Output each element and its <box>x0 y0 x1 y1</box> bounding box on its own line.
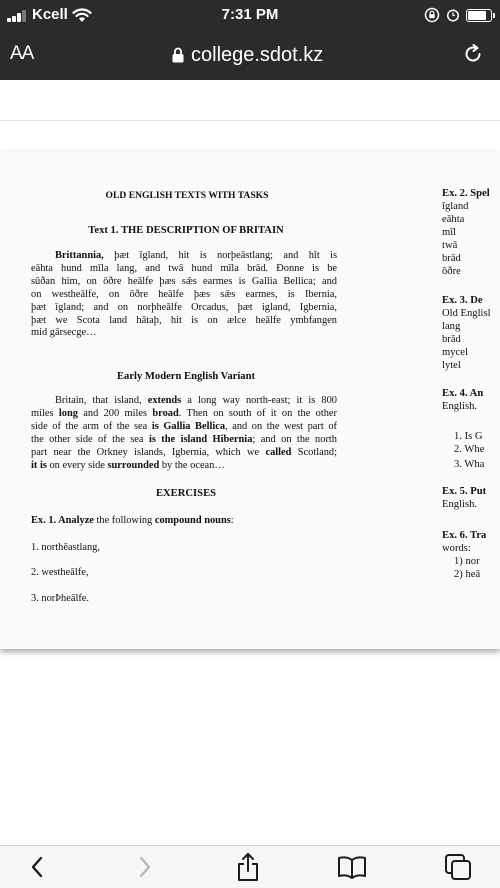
book-icon <box>337 855 367 879</box>
oe-line-1: þæt īgland, hit is norþeāstlang; and hīt is <box>103 250 337 261</box>
text-size-label: AA <box>10 43 34 64</box>
right-line: brād <box>442 334 461 345</box>
right-line: twā <box>442 240 458 251</box>
carrier-name: Kcell <box>32 6 68 23</box>
oe-line-7: mid gārsecge… <box>31 327 97 339</box>
right-line: mycel <box>442 347 468 358</box>
ex1-prompt: Ex. 1. Analyze the following compound nouns: <box>31 515 234 526</box>
right-line: words: <box>442 543 471 554</box>
oe-line-3: sūðan him, on ōðre heālfe þæs sǣs earmes is Gallia Bellica; and <box>31 275 337 287</box>
me-line-1: Britain, that island, extends a long way north-east; it is 800 <box>55 395 337 406</box>
share-button[interactable] <box>233 852 263 882</box>
me-line-6: it is on every side surrounded by the ocean… <box>31 459 225 471</box>
battery-icon <box>466 9 492 22</box>
browser-toolbar <box>0 845 500 888</box>
modern-variant-heading: Early Modern English Variant <box>116 371 256 382</box>
right-line: ōðre <box>442 266 461 277</box>
orientation-lock-icon <box>424 7 440 23</box>
oe-line-2: eāhta hund mīla lang, and twā hund mīla brād. Ðonne is be <box>31 262 337 274</box>
padlock-icon <box>172 47 184 63</box>
battery-level <box>468 11 486 20</box>
right-line: Ex. 5. Put <box>442 486 487 497</box>
oe-line-4: on westheālfe, on ōðre heālfe þæs sǣs earmes, is Ibernia, <box>31 288 337 300</box>
right-line: Old Englisl <box>442 308 491 319</box>
tabs-icon <box>444 853 472 881</box>
document-page-left <box>0 152 430 649</box>
right-line: English. <box>442 401 478 412</box>
right-line: Ex. 6. Tra <box>442 530 487 541</box>
chevron-right-icon <box>137 855 153 879</box>
ex1-item-1: 1. northēastlang, <box>31 542 100 553</box>
me-line-3: side of the arm of the sea is Gallia Bellica, and on the west part of <box>31 420 337 432</box>
text1-heading: Text 1. THE DESCRIPTION OF BRITAIN <box>88 225 284 236</box>
right-line: īgland <box>442 201 469 212</box>
me-line-5: part near the Orkney islands, Igbernia, which we called Scotland; <box>31 446 337 458</box>
url-text: college.sdot.kz <box>191 43 324 66</box>
exercises-heading: EXERCISES <box>155 488 217 499</box>
right-line: lytel <box>442 360 461 371</box>
oe-line-6: þæt we Scota land hātaþ, hit is on ælce heālfe ymbfangen <box>31 314 337 326</box>
me-line-2: miles long and 200 miles broad. Then on south of it on the other <box>31 407 338 419</box>
web-page <box>0 80 500 845</box>
right-line: Ex. 4. An <box>442 388 484 399</box>
document-page-right <box>442 152 500 649</box>
page-divider <box>0 120 500 121</box>
forward-button[interactable] <box>130 852 160 882</box>
status-bar <box>0 0 500 30</box>
oe-line-5: þæt īgland; and on norþheālfe Orcadus, þæt igland, Igbernia, <box>31 301 337 313</box>
ex1-item-2: 2. westheālfe, <box>31 567 89 578</box>
right-line: Ex. 3. De <box>442 295 483 306</box>
alarm-icon <box>446 8 460 22</box>
right-line: English. <box>442 499 478 510</box>
text-size-button[interactable] <box>10 39 52 69</box>
right-line: 3. Wha <box>454 459 485 470</box>
tabs-button[interactable] <box>443 852 473 882</box>
right-line: 2) heā <box>454 569 481 580</box>
me-line-4: the other side of the sea is the island Hibernia; and on the north <box>31 433 337 445</box>
url-field[interactable] <box>172 40 323 70</box>
share-icon <box>236 852 260 882</box>
right-line: eāhta <box>442 214 465 225</box>
right-line: brād <box>442 253 461 264</box>
browser-address-bar <box>0 30 500 80</box>
right-line: 1. Is G <box>454 431 483 442</box>
modern-english-paragraph <box>31 395 337 472</box>
document-title: OLD ENGLISH TEXTS WITH TASKS <box>105 190 269 201</box>
document-viewer[interactable] <box>0 152 500 649</box>
right-line: 1) nor <box>454 556 480 567</box>
status-time: 7:31 PM <box>221 6 279 23</box>
reload-icon[interactable] <box>462 43 484 65</box>
right-line: mīl <box>442 227 457 238</box>
right-line: lang <box>442 321 461 332</box>
old-english-paragraph <box>31 250 337 340</box>
right-line: 2. Whe <box>454 444 485 455</box>
oe-word-brittannia: Brittannia, <box>55 250 104 261</box>
ex1-item-3: 3. norÞheālfe. <box>31 593 89 604</box>
chevron-left-icon <box>29 855 45 879</box>
bookmarks-button[interactable] <box>337 852 367 882</box>
right-line: Ex. 2. Spel <box>442 188 490 199</box>
back-button[interactable] <box>22 852 52 882</box>
